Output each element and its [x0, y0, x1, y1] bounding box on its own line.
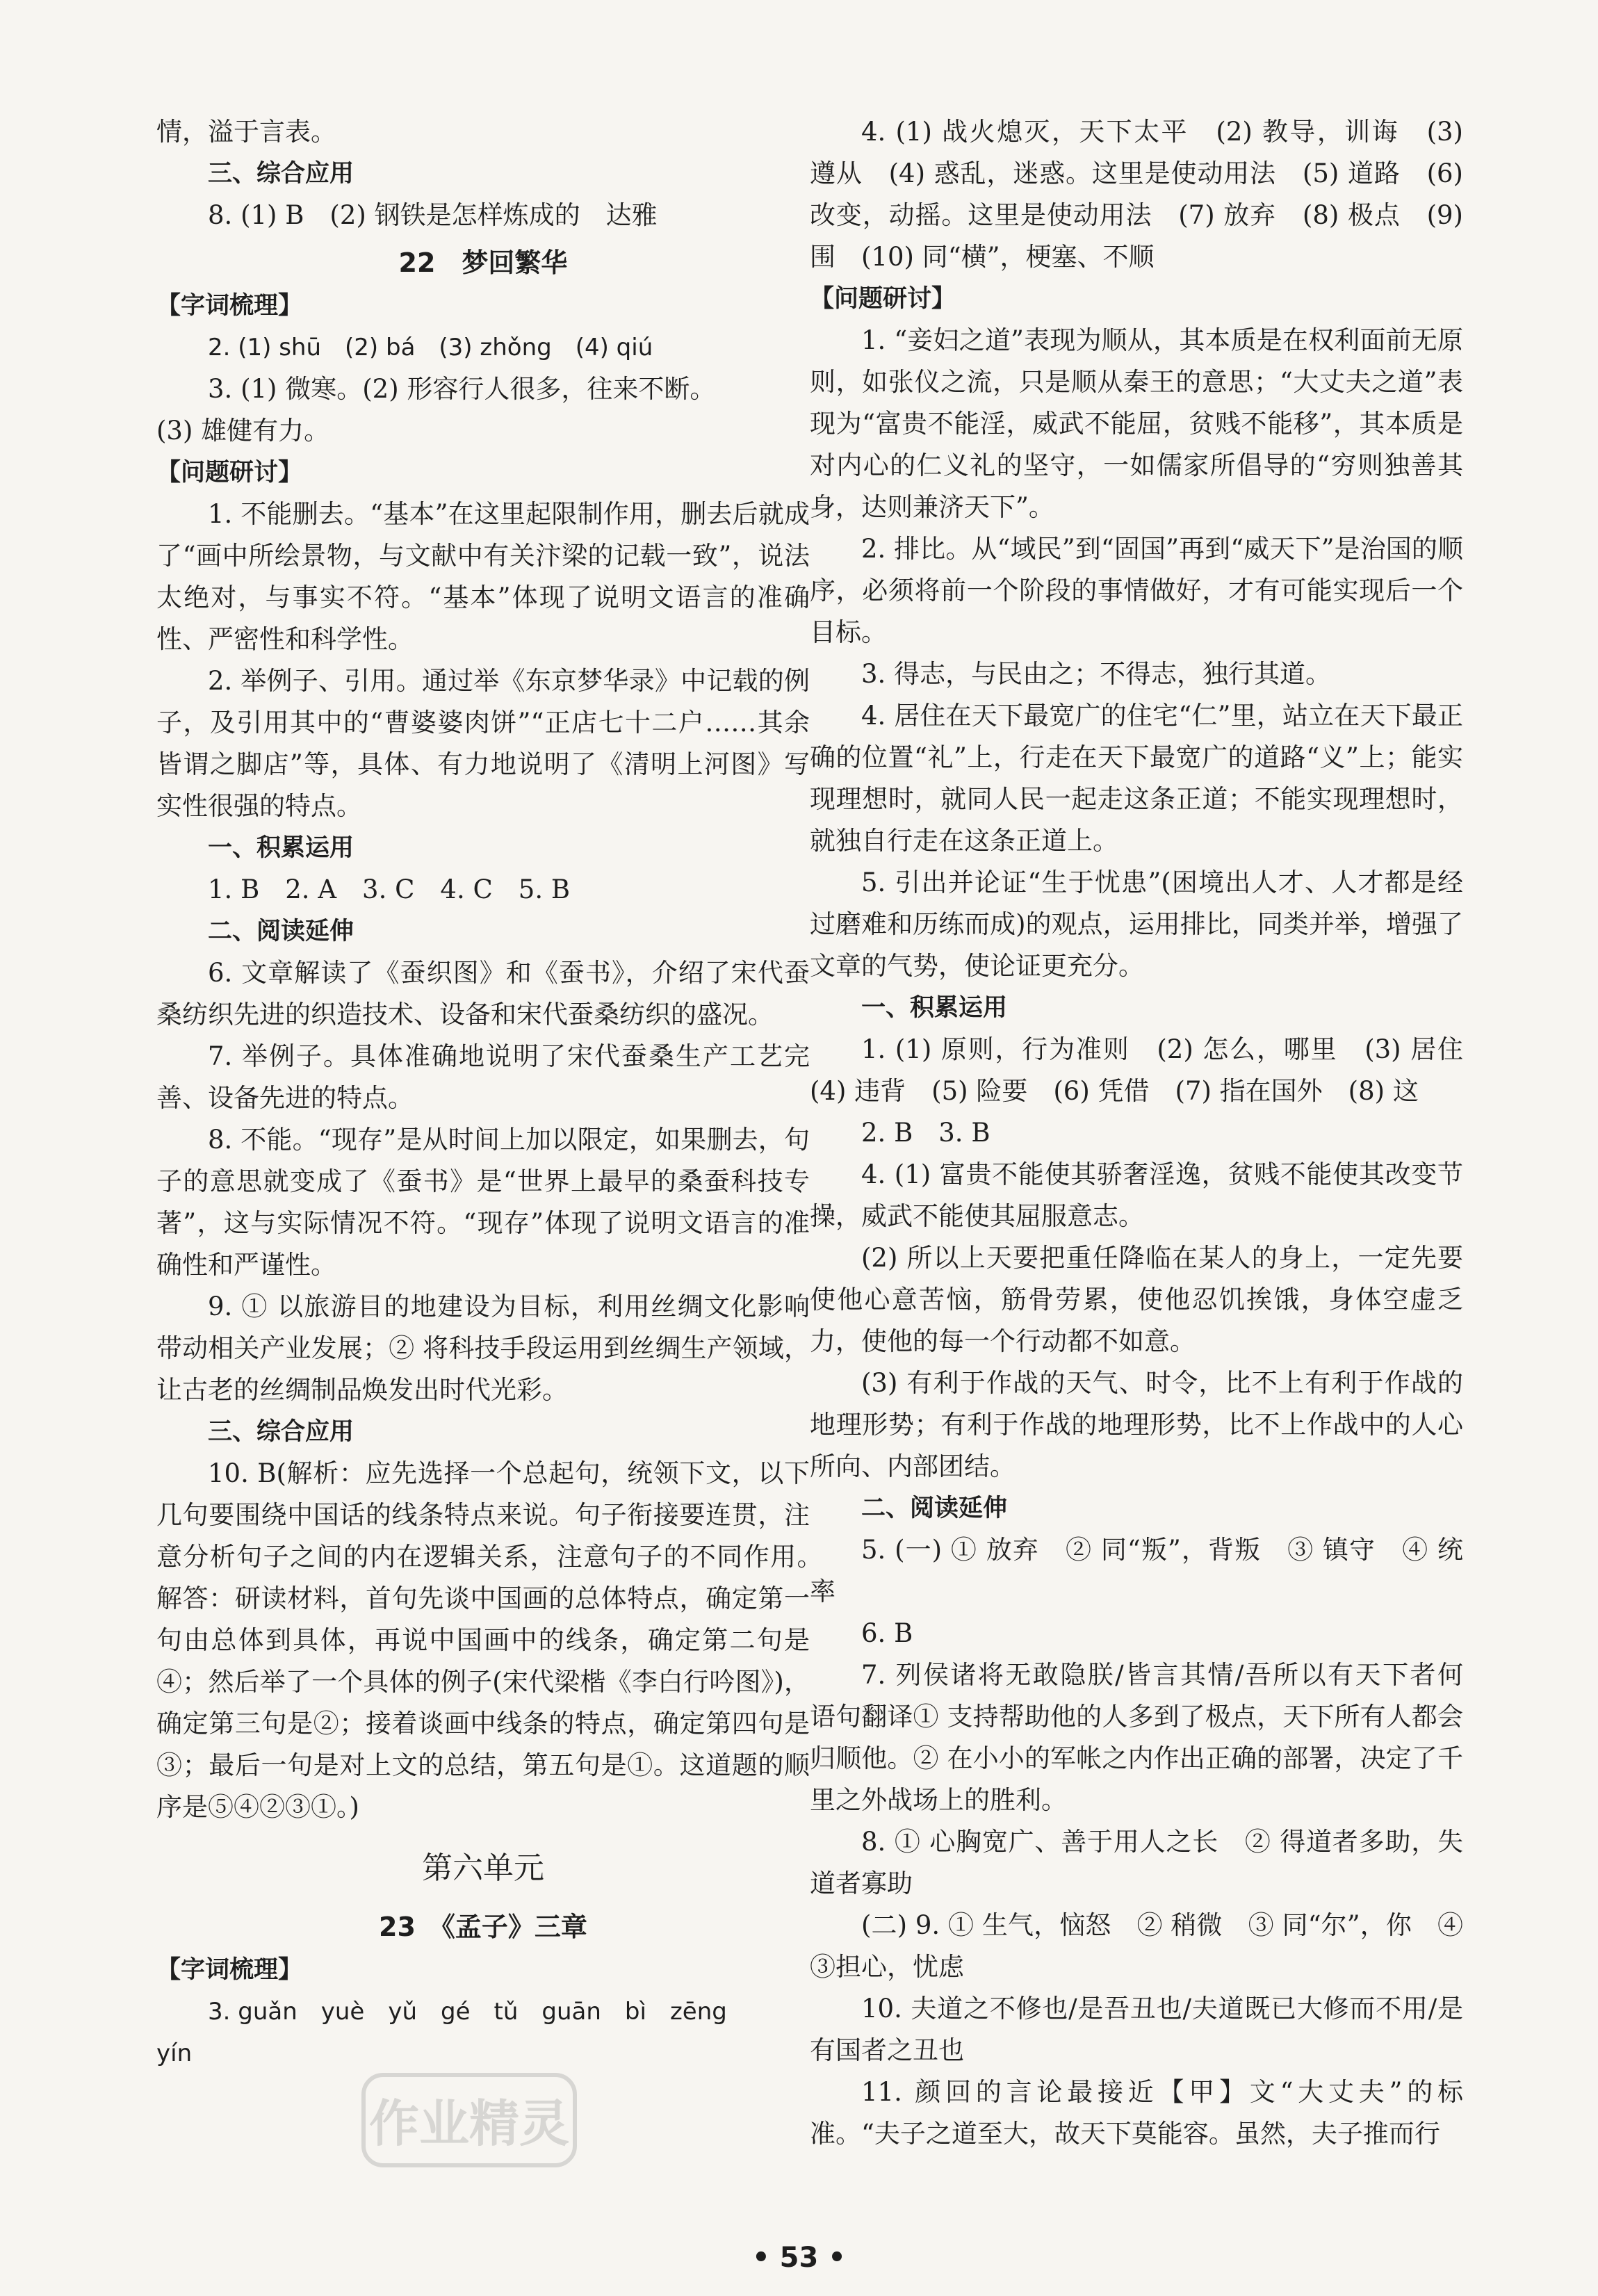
section-heading: 三、综合应用: [208, 160, 354, 188]
answer-item: 1. B 2. A 3. C 4. C 5. B: [208, 874, 571, 904]
answer-item: 2. 举例子、引用。通过举《东京梦华录》中记载的例子，及引用其中的“曹婆婆肉饼”“正店七十二户……其余皆谓之脚店”等，具体、有力地说明了《清明上河图》写实性很强的特点。: [156, 666, 810, 821]
answer-item: 5. (一) ① 放弃 ② 同“叛”，背叛 ③ 镇守 ④ 统率: [810, 1535, 1463, 1606]
answer-item: (3) 雄健有力。: [156, 416, 330, 446]
section-heading: 一、积累运用: [208, 834, 354, 862]
text-line: 情，溢于言表。: [156, 117, 336, 147]
answer-item: 7. 举例子。具体准确地说明了宋代蚕桑生产工艺完善、设备先进的特点。: [156, 1041, 810, 1113]
left-column: [156, 111, 835, 2074]
answer-item: (3) 有利于作战的天气、时令，比不上有利于作战的地理形势；有利于作战的地理形势，比不上作战中的人心所向、内部团结。: [810, 1368, 1463, 1481]
lesson-title: 22 梦回繁华: [398, 247, 568, 278]
answer-item: 1. “妾妇之道”表现为顺从，其本质是在权利面前无原则，如张仪之流，只是顺从秦王的意思；“大丈夫之道”表现为“富贵不能淫，威武不能屈，贫贱不能移”，其本质是对内心的仁义礼的坚守，一如儒家所倡导的“穷则独善其身，达则兼济天下”。: [810, 325, 1463, 522]
answer-item: 3. 得志，与民由之；不得志，独行其道。: [861, 659, 1332, 689]
bracket-heading: 【问题研讨】: [156, 459, 303, 487]
answer-item: 11. 颜回的言论最接近【甲】文“大丈夫”的标准。“夫子之道至大，故天下莫能容。虽然，夫子推而行: [810, 2077, 1463, 2149]
answer-item: 4. 居住在天下最宽广的住宅“仁”里，站立在天下最正确的位置“礼”上，行走在天下最宽广的道路“义”上；能实现理想时，就同人民一起走这条正道；不能实现理想时，就独自行走在这条正道上。: [810, 701, 1463, 856]
section-heading: 一、积累运用: [861, 994, 1008, 1022]
section-heading: 三、综合应用: [208, 1418, 354, 1446]
right-column: [810, 111, 1489, 2155]
answer-item: 6. B: [861, 1618, 913, 1648]
answer-item: 7. 列侯诸将无敢隐朕/皆言其情/吾所以有天下者何 语句翻译① 支持帮助他的人多到了极点，天下所有人都会归顺他。② 在小小的军帐之内作出正确的部署，决定了千里之外战场上的胜利。: [810, 1660, 1489, 1815]
answer-item: (二) 9. ① 生气，恼怒 ② 稍微 ③ 同“尔”，你 ④ ③担心，忧虑: [810, 1910, 1463, 1982]
answer-item: 8. 不能。“现存”是从时间上加以限定，如果删去，句子的意思就变成了《蚕书》是“世界上最早的桑蚕科技专著”，这与实际情况不符。“现存”体现了说明文语言的准确性和严谨性。: [156, 1125, 810, 1280]
page-number: • 53 •: [752, 2242, 846, 2274]
answer-item: 4. (1) 富贵不能使其骄奢淫逸，贫贱不能使其改变节操，威武不能使其屈服意志。: [810, 1159, 1463, 1231]
answer-item: 2. B 3. B: [861, 1118, 990, 1148]
answer-item: 3. (1) 微寒。(2) 形容行人很多，往来不断。: [208, 374, 716, 404]
watermark-text: 作业精灵: [368, 2094, 570, 2153]
unit-title: 第六单元: [422, 1850, 544, 1886]
answer-item: 4. (1) 战火熄灭，天下太平 (2) 教导，训诲 (3) 遵从 (4) 惑乱，迷惑。这里是使动用法 (5) 道路 (6) 改变，动摇。这里是使动用法 (7) 放弃 (8) 极点 (9) 围 (10) 同“横”，梗塞、不顺: [810, 117, 1463, 272]
answer-item: 8. ① 心胸宽广、善于用人之长 ② 得道者多助，失道者寡助: [810, 1827, 1463, 1898]
answer-item: 6. 文章解读了《蚕织图》和《蚕书》，介绍了宋代蚕桑纺织先进的织造技术、设备和宋代蚕桑纺织的盛况。: [156, 958, 810, 1029]
answer-item: 1. (1) 原则，行为准则 (2) 怎么，哪里 (3) 居住 (4) 违背 (5) 险要 (6) 凭借 (7) 指在国外 (8) 这: [810, 1034, 1489, 1106]
answer-item: 5. 引出并论证“生于忧患”(困境出人才、人才都是经过磨难和历练而成)的观点，运用排比，同类并举，增强了文章的气势，使论证更充分。: [810, 868, 1463, 981]
bracket-heading: 【字词梳理】: [156, 292, 303, 320]
answer-item: 1. 不能删去。“基本”在这里起限制作用，删去后就成了“画中所绘景物，与文献中有关汴梁的记载一致”，说法太绝对，与事实不符。“基本”体现了说明文语言的准确性、严密性和科学性。: [156, 499, 810, 654]
answer-item: (2) 所以上天要把重任降临在某人的身上，一定先要使他心意苦恼，筋骨劳累，使他忍饥挨饿，身体空虚乏力，使他的每一个行动都不如意。: [810, 1243, 1463, 1356]
answer-item: 2. 排比。从“域民”到“固国”再到“威天下”是治国的顺序，必须将前一个阶段的事情做好，才有可能实现后一个目标。: [810, 534, 1463, 647]
answer-item: 10. B(解析：应先选择一个总起句，统领下文，以下几句要围绕中国话的线条特点来说。句子衔接要连贯，注意分析句子之间的内在逻辑关系，注意句子的不同作用。 解答：研读材料，首句先谈中国画的总体特点，确定第一句由总体到具体，再说中国画中的线条，确定第二句是④；然后举了一个具体的例子(宋代梁楷《李白行吟图》)，确定第三句是②；接着谈画中线条的特点，确定第四句是③；最后一句是对上文的总结，第五句是①。这道题的顺序是⑤④②③①。): [156, 1458, 835, 1822]
answer-item: 3. guǎn yuè yǔ gé tǔ guān bì zēng: [208, 1998, 727, 2026]
section-heading: 二、阅读延伸: [861, 1495, 1008, 1522]
answer-item: yín: [156, 2039, 193, 2067]
answer-item: 10. 夫道之不修也/是吾丑也/夫道既已大修而不用/是有国者之丑也: [810, 1994, 1463, 2065]
watermark-logo: [358, 2054, 580, 2186]
section-heading: 二、阅读延伸: [208, 918, 354, 945]
bracket-heading: 【字词梳理】: [156, 1956, 303, 1984]
lesson-title: 23 《孟子》三章: [379, 1912, 587, 1942]
answer-item: 2. (1) shū (2) bá (3) zhǒng (4) qiú: [208, 334, 653, 361]
bracket-heading: 【问题研讨】: [810, 285, 956, 313]
answer-item: 9. ① 以旅游目的地建设为目标，利用丝绸文化影响带动相关产业发展；② 将科技手段运用到丝绸生产领域，让古老的丝绸制品焕发出时代光彩。: [156, 1292, 810, 1405]
answer-item: 8. (1) B (2) 钢铁是怎样炼成的 达雅: [208, 200, 658, 230]
